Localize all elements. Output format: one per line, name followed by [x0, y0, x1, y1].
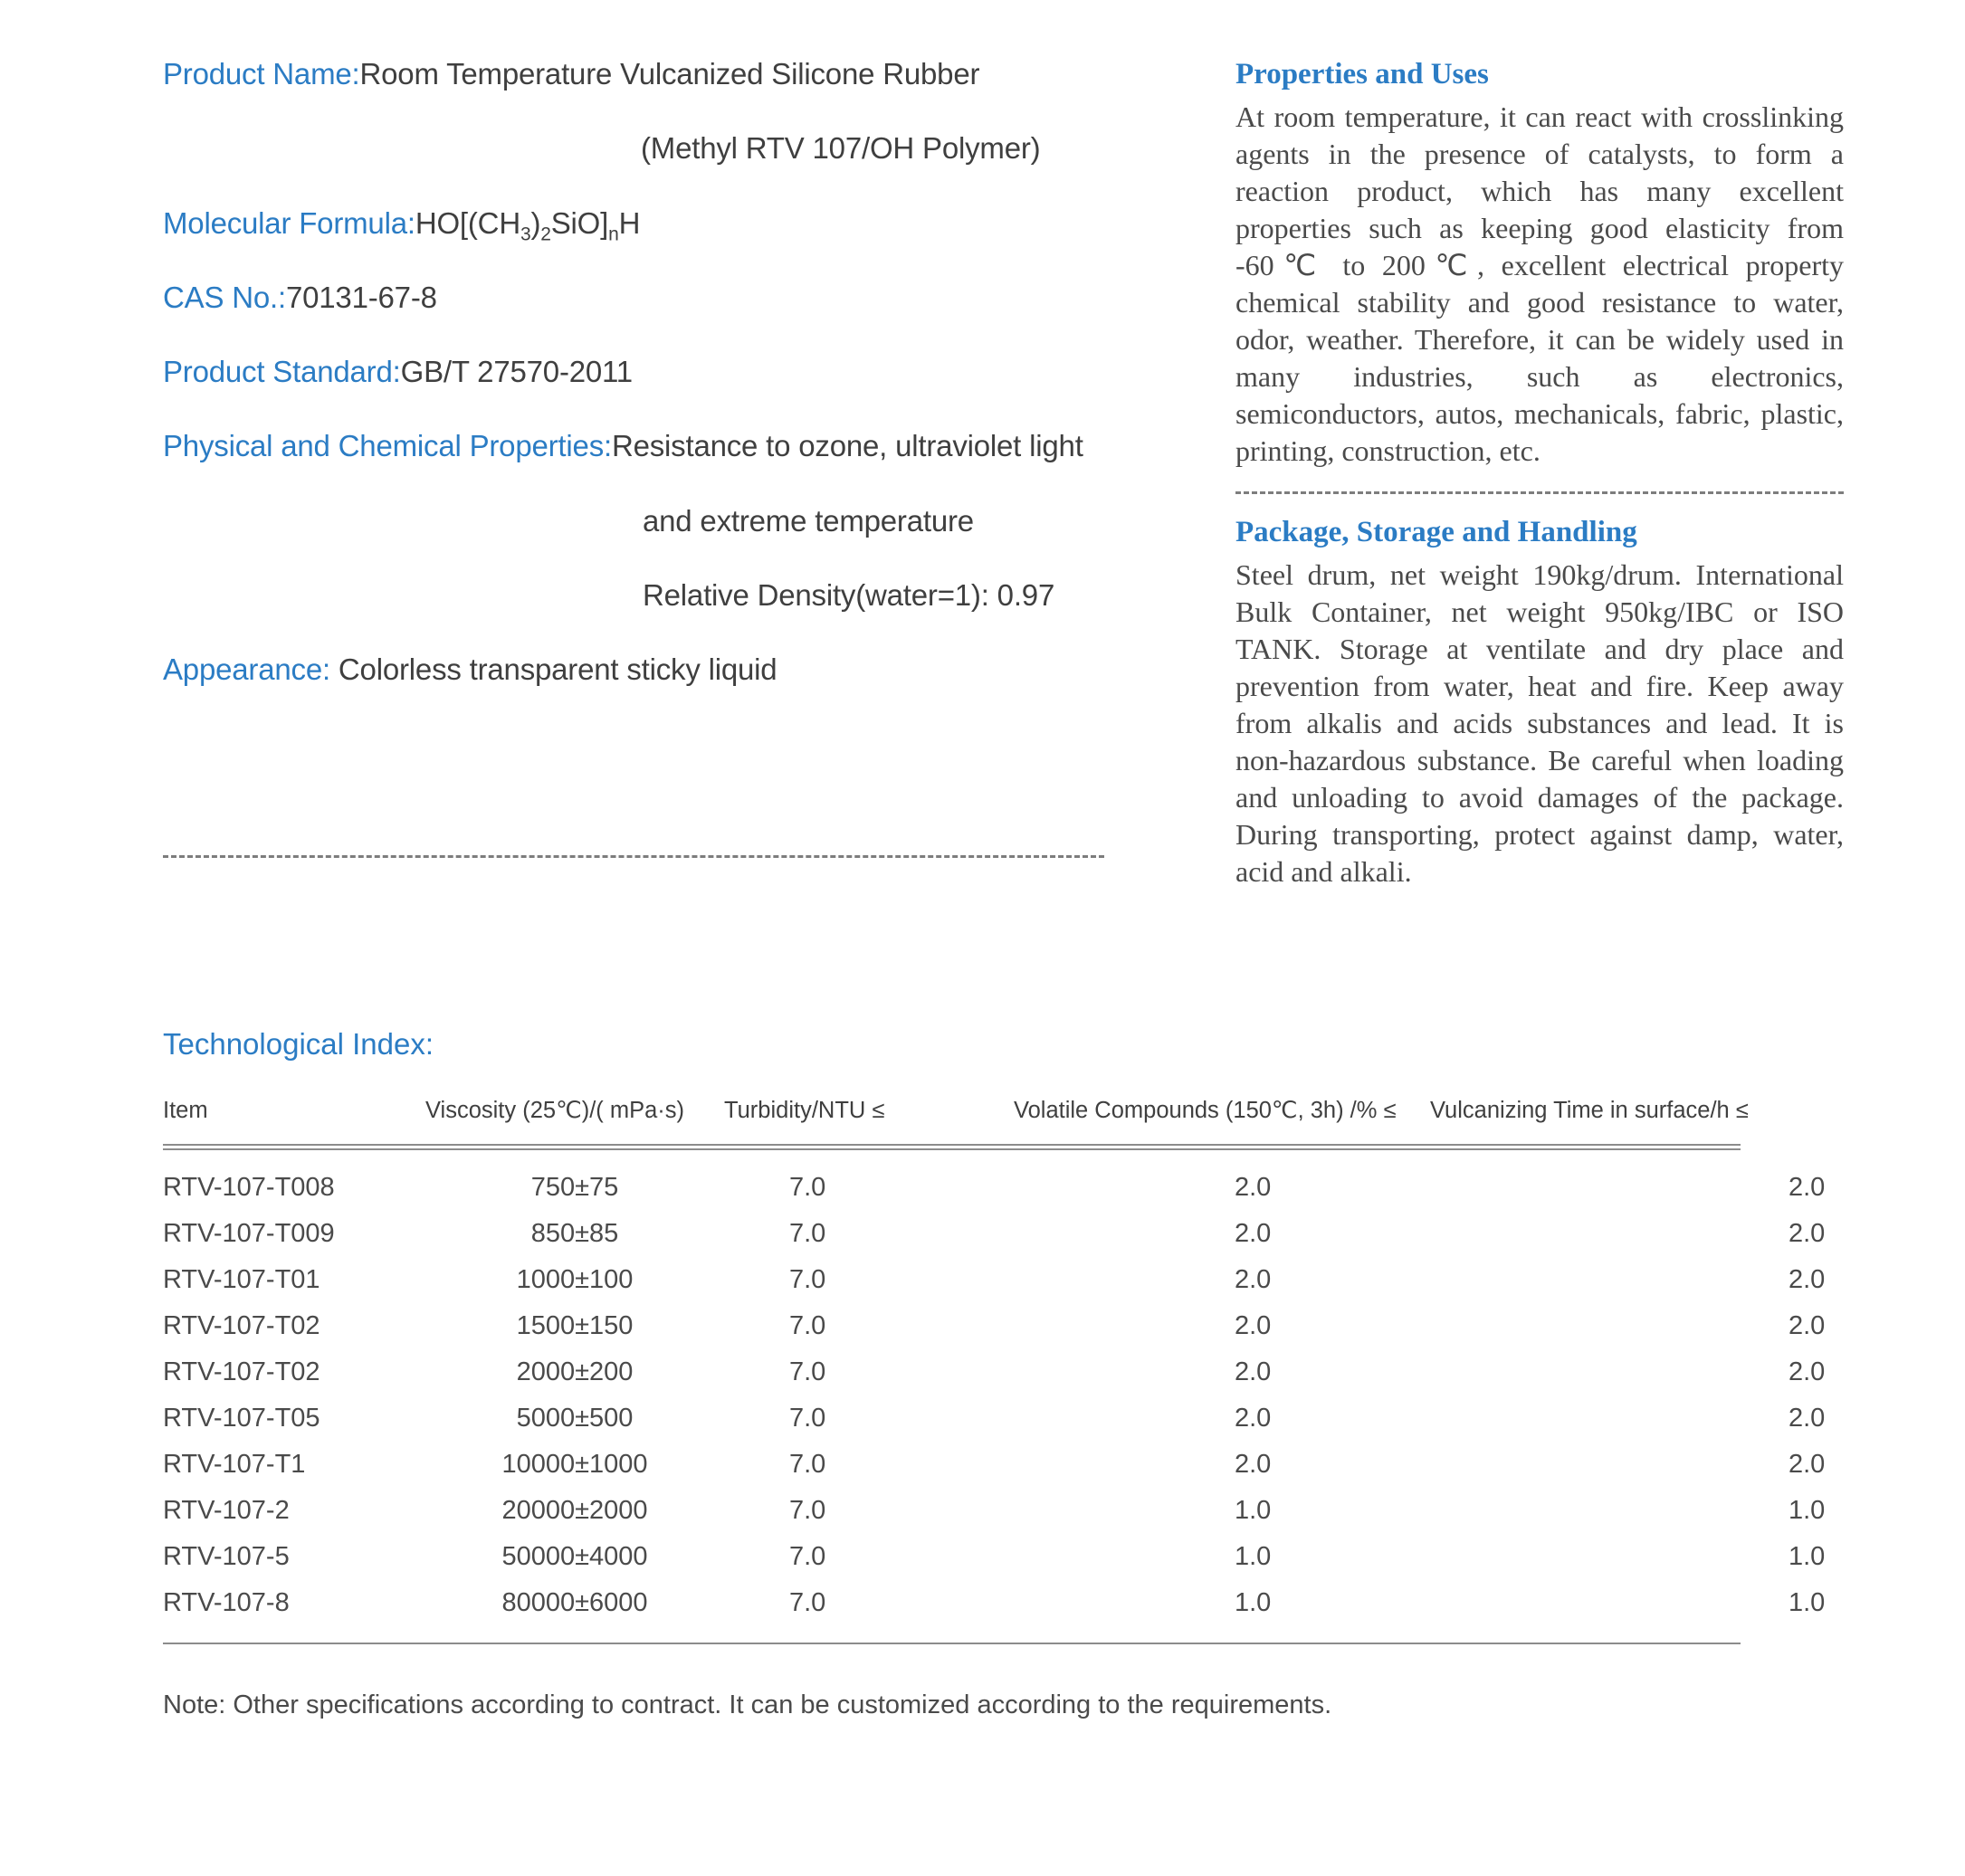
product-name-label: Product Name:	[163, 57, 360, 90]
cell-viscosity: 80000±6000	[501, 1588, 648, 1617]
physical-chemical-line	[163, 428, 1208, 464]
cas-number-line	[163, 280, 1208, 316]
cell-item: RTV-107-8	[163, 1588, 290, 1617]
properties-and-uses-heading: Properties and Uses	[1235, 58, 1489, 90]
cell-turbidity: 7.0	[789, 1265, 826, 1294]
molecular-formula-value	[415, 205, 641, 245]
cell-volatile: 1.0	[1235, 1496, 1272, 1525]
cell-viscosity: 50000±4000	[501, 1542, 648, 1571]
physical-chemical-value: Resistance to ozone, ultraviolet light	[611, 429, 1083, 463]
cell-volatile: 2.0	[1235, 1311, 1272, 1340]
appearance-line	[163, 652, 1208, 688]
appearance-label: Appearance:	[163, 652, 330, 686]
cell-volatile: 2.0	[1235, 1173, 1272, 1202]
cell-item: RTV-107-T008	[163, 1173, 335, 1202]
product-name-line	[163, 56, 1208, 92]
cell-vulcanizing: 2.0	[1789, 1265, 1826, 1294]
table-row	[163, 1303, 1965, 1349]
physical-chemical-label: Physical and Chemical Properties:	[163, 429, 612, 463]
cell-turbidity: 7.0	[789, 1496, 826, 1525]
cell-turbidity: 7.0	[789, 1542, 826, 1571]
column-header-item: Item	[163, 1098, 208, 1123]
cell-volatile: 2.0	[1235, 1219, 1272, 1248]
relative-density-line: Relative Density(water=1): 0.97	[643, 577, 1055, 612]
table-row	[163, 1488, 1965, 1534]
table-row	[163, 1165, 1965, 1211]
molecular-formula-line	[163, 205, 1208, 245]
formula-part-2: )	[530, 205, 541, 240]
table-top-double-rule	[163, 1144, 1741, 1150]
molecular-formula-label: Molecular Formula:	[163, 205, 415, 240]
cell-viscosity: 5000±500	[516, 1404, 634, 1433]
cell-viscosity: 1500±150	[516, 1311, 634, 1340]
product-standard-label: Product Standard:	[163, 355, 401, 388]
table-row	[163, 1257, 1965, 1303]
cell-item: RTV-107-5	[163, 1542, 290, 1571]
cas-number-label: CAS No.:	[163, 280, 286, 314]
column-header-volatile: Volatile Compounds (150℃, 3h) /% ≤	[1014, 1098, 1397, 1123]
cell-item: RTV-107-T05	[163, 1404, 320, 1433]
right-dashed-divider	[1235, 491, 1844, 494]
cell-vulcanizing: 1.0	[1789, 1542, 1826, 1571]
physical-chemical-subline-1: and extreme temperature	[643, 503, 974, 538]
formula-part-1: HO[(CH	[415, 205, 520, 240]
cell-vulcanizing: 2.0	[1789, 1450, 1826, 1479]
package-storage-handling-heading: Package, Storage and Handling	[1235, 515, 1637, 548]
cell-viscosity: 750±75	[530, 1173, 619, 1202]
product-standard-value: GB/T 27570-2011	[400, 355, 633, 388]
technological-index-table-wrap	[163, 1097, 1826, 1644]
cell-item: RTV-107-T01	[163, 1265, 320, 1294]
cell-turbidity: 7.0	[789, 1450, 826, 1479]
table-head	[163, 1097, 1749, 1144]
package-storage-handling-text: Steel drum, net weight 190kg/drum. International Bulk Container, net weight 950kg/IBC or ISO TANK. Storage at ventilate and dry place and prevention from water, heat and fire. Keep away from alkalis and acids substances and lead. It is non-hazardous substance. Be careful when loading and unloading to avoid damages of the package. During transporting, protect against damp, water, acid and alkali.	[1235, 558, 1844, 888]
product-spec-column	[163, 56, 1235, 726]
cell-volatile: 2.0	[1235, 1265, 1272, 1294]
table-bottom-rule	[163, 1643, 1741, 1644]
cell-volatile: 1.0	[1235, 1542, 1272, 1571]
technological-index-table	[163, 1097, 1749, 1144]
product-name-subline: (Methyl RTV 107/OH Polymer)	[641, 131, 1041, 166]
top-two-column-area	[0, 56, 1965, 890]
cell-turbidity: 7.0	[789, 1311, 826, 1340]
cell-vulcanizing: 2.0	[1789, 1357, 1826, 1386]
cell-turbidity: 7.0	[789, 1588, 826, 1617]
table-note: Note: Other specifications according to contract. It can be customized according to the requirements.	[163, 1690, 1332, 1719]
cell-viscosity: 20000±2000	[501, 1496, 648, 1525]
column-header-vulcanizing: Vulcanizing Time in surface/h ≤	[1430, 1098, 1749, 1123]
cell-viscosity: 1000±100	[516, 1265, 634, 1294]
cell-viscosity: 850±85	[530, 1219, 619, 1248]
cell-item: RTV-107-T02	[163, 1311, 320, 1340]
technological-index-title: Technological Index:	[163, 1027, 434, 1061]
cell-item: RTV-107-T1	[163, 1450, 306, 1479]
formula-part-3: SiO]	[550, 205, 609, 240]
technological-index-body-table	[163, 1165, 1965, 1626]
cell-volatile: 2.0	[1235, 1404, 1272, 1433]
properties-column	[1235, 56, 1844, 890]
table-row	[163, 1395, 1965, 1442]
formula-subscript-2: 2	[540, 224, 551, 245]
cell-volatile: 2.0	[1235, 1357, 1272, 1386]
cell-vulcanizing: 2.0	[1789, 1311, 1826, 1340]
cell-item: RTV-107-2	[163, 1496, 290, 1525]
cell-vulcanizing: 2.0	[1789, 1173, 1826, 1202]
cell-turbidity: 7.0	[789, 1173, 826, 1202]
table-row	[163, 1534, 1965, 1580]
formula-part-4: H	[618, 205, 641, 240]
product-standard-line	[163, 354, 1208, 390]
cell-volatile: 2.0	[1235, 1450, 1272, 1479]
formula-subscript-3: 3	[520, 224, 531, 245]
table-row	[163, 1211, 1965, 1257]
table-row	[163, 1349, 1965, 1395]
cell-viscosity: 2000±200	[516, 1357, 634, 1386]
cell-volatile: 1.0	[1235, 1588, 1272, 1617]
column-header-viscosity: Viscosity (25℃)/( mPa·s)	[425, 1098, 685, 1123]
cell-vulcanizing: 1.0	[1789, 1588, 1826, 1617]
cell-vulcanizing: 2.0	[1789, 1404, 1826, 1433]
left-dashed-divider	[163, 855, 1104, 858]
cell-turbidity: 7.0	[789, 1404, 826, 1433]
cell-turbidity: 7.0	[789, 1219, 826, 1248]
cell-item: RTV-107-T009	[163, 1219, 335, 1248]
cell-item: RTV-107-T02	[163, 1357, 320, 1386]
cell-vulcanizing: 2.0	[1789, 1219, 1826, 1248]
cell-viscosity: 10000±1000	[501, 1450, 648, 1479]
table-body	[163, 1165, 1965, 1626]
product-name-value: Room Temperature Vulcanized Silicone Rubber	[359, 57, 980, 90]
table-header-row	[163, 1097, 1741, 1144]
formula-subscript-n: n	[608, 224, 619, 245]
cas-number-value: 70131-67-8	[285, 280, 437, 314]
column-header-turbidity: Turbidity/NTU ≤	[724, 1098, 885, 1123]
table-row	[163, 1442, 1965, 1488]
cell-vulcanizing: 1.0	[1789, 1496, 1826, 1525]
table-row	[163, 1580, 1965, 1626]
properties-and-uses-text: At room temperature, it can react with crosslinking agents in the presence of catalysts, to form a reaction product, which has many excellent properties such as keeping good elasticity from -60℃ to 200℃, excellent electrical property chemical stability and good resistance to water, odor, weather. Therefore, it can be widely used in many industries, such as electronics, semiconductors, autos, mechanicals, fabric, plastic, printing, construction, etc.	[1235, 100, 1844, 467]
cell-turbidity: 7.0	[789, 1357, 826, 1386]
appearance-value: Colorless transparent sticky liquid	[329, 652, 777, 686]
